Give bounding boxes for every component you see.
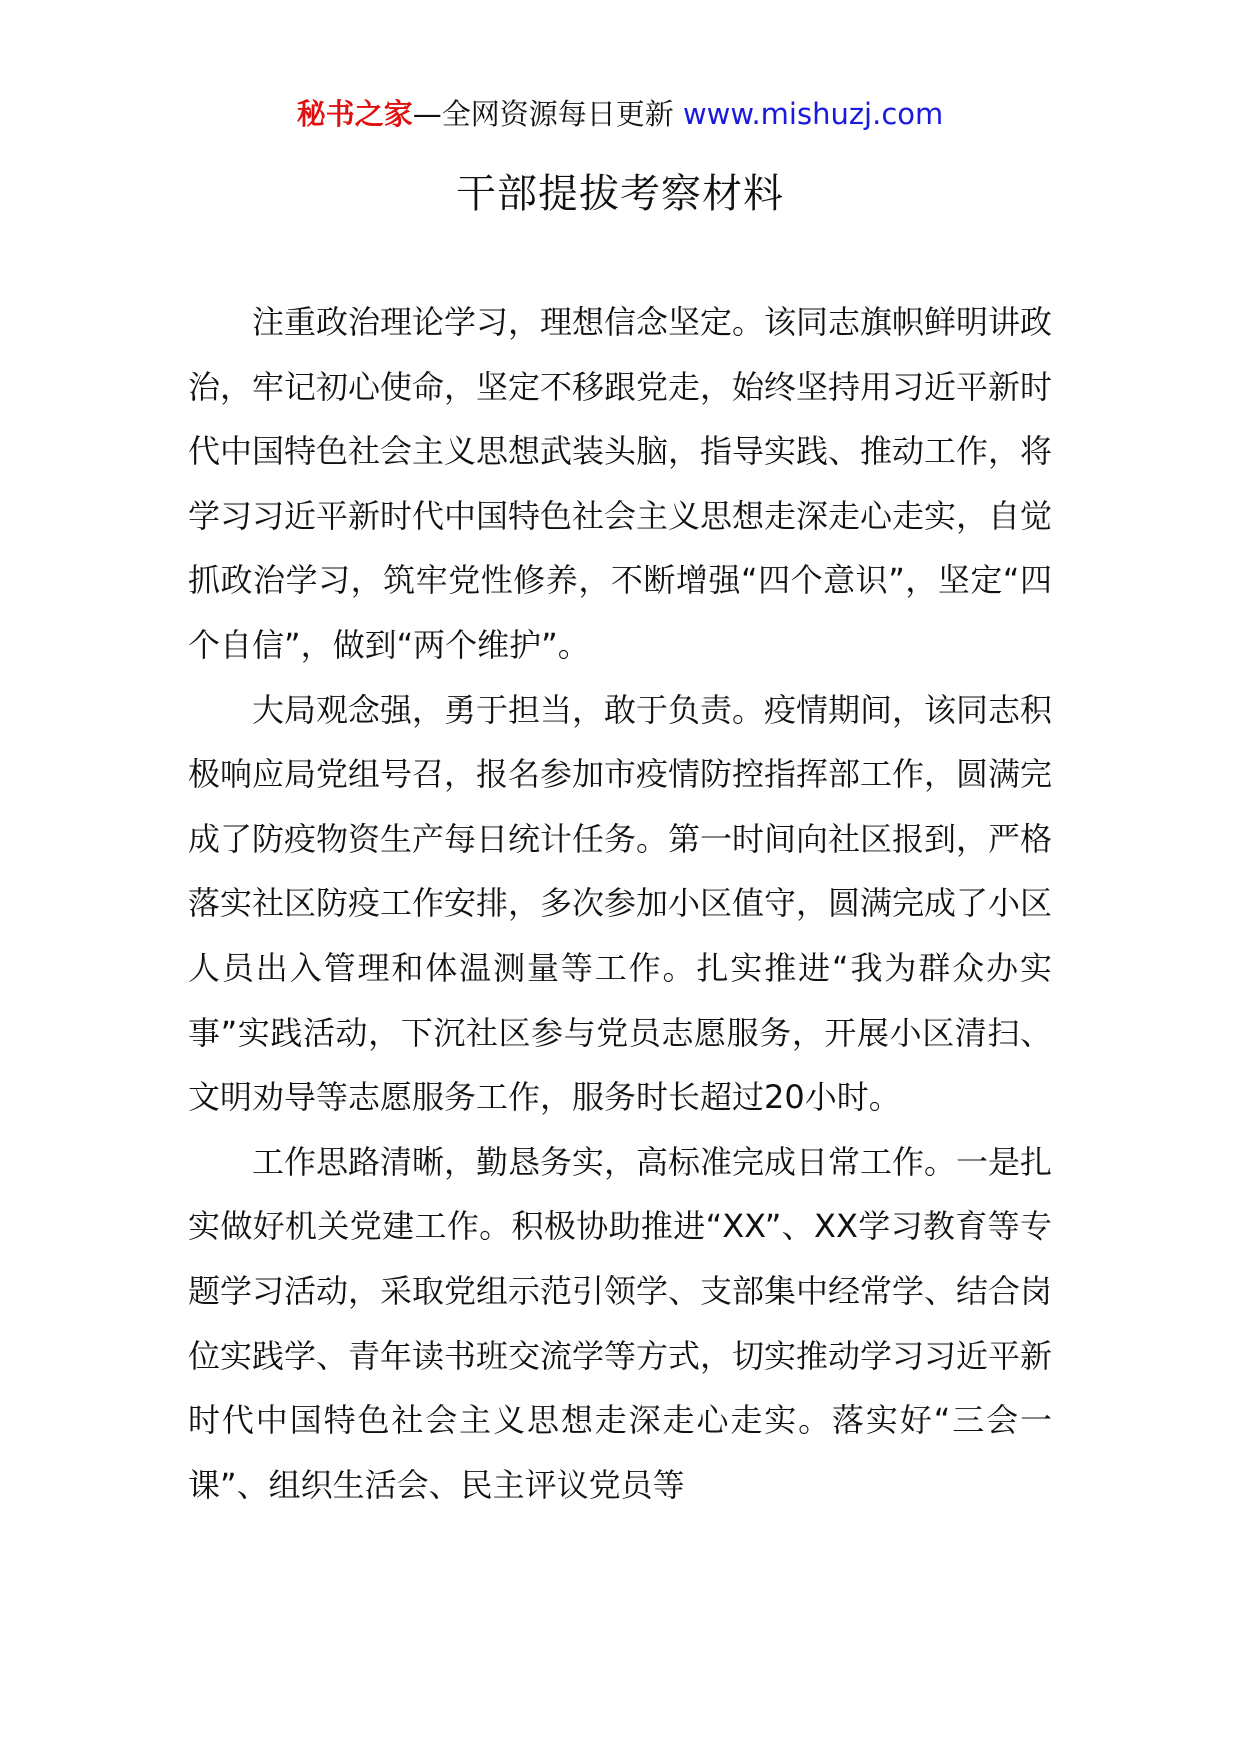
- site-tagline: —全网资源每日更新: [412, 97, 683, 131]
- document-body: [188, 290, 1052, 1517]
- body-paragraph-2: 大局观念强，勇于担当，敢于负责。疫情期间，该同志积极响应局党组号召，报名参加市疫情防控指挥部工作，圆满完成了防疫物资生产每日统计任务。第一时间向社区报到，严格落实社区防疫工作安排，多次参加小区值守，圆满完成了小区人员出入管理和体温测量等工作。扎实推进“我为群众办实事”实践活动，下沉社区参与党员志愿服务，开展小区清扫、文明劝导等志愿服务工作，服务时长超过20小时。: [188, 690, 1053, 1117]
- body-paragraph-3: 工作思路清晰，勤恳务实，高标准完成日常工作。一是扎实做好机关党建工作。积极协助推进“XX”、XX学习教育等专题学习活动，采取党组示范引领学、支部集中经常学、结合岗位实践学、青年读书班交流学等方式，切实推动学习习近平新时代中国特色社会主义思想走深走心走实。落实好“三会一课”、组织生活会、民主评议党员等: [188, 1142, 1053, 1504]
- body-paragraph-1: 注重政治理论学习，理想信念坚定。该同志旗帜鲜明讲政治，牢记初心使命，坚定不移跟党走，始终坚持用习近平新时代中国特色社会主义思想武装头脑，指导实践、推动工作，将学习习近平新时代中国特色社会主义思想走深走心走实，自觉抓政治学习，筑牢党性修养，不断增强“四个意识”，坚定“四个自信”，做到“两个维护”。: [188, 303, 1053, 664]
- site-banner: [0, 94, 1240, 134]
- site-url-link[interactable]: www.mishuzj.com: [682, 97, 944, 131]
- document-title: 干部提拔考察材料: [456, 171, 784, 217]
- site-brand-name: 秘书之家: [296, 97, 413, 131]
